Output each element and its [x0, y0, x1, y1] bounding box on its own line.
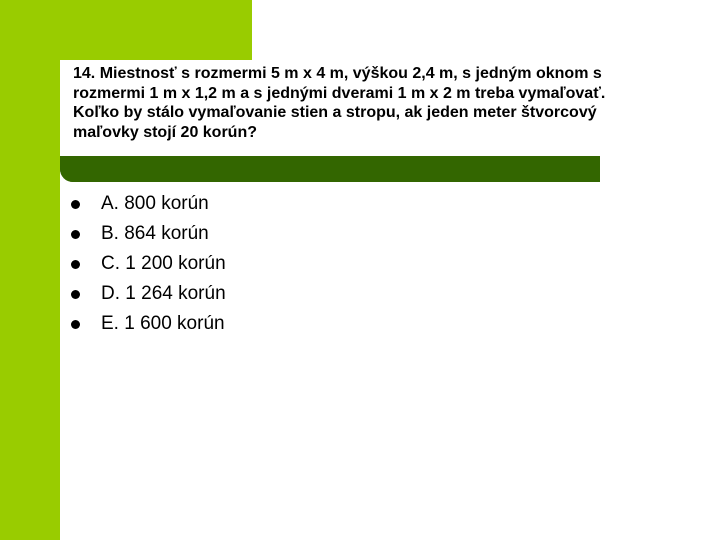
- answer-option-c: [71, 251, 226, 281]
- accent-bar-left: [0, 0, 60, 540]
- answer-option-e: [71, 311, 226, 341]
- answer-option-label: E. 1 600 korún: [101, 313, 225, 334]
- answer-option-label: D. 1 264 korún: [101, 283, 226, 304]
- bullet-icon: [71, 260, 80, 269]
- bullet-icon: [71, 320, 80, 329]
- answer-option-d: [71, 281, 226, 311]
- answer-option-a: [71, 191, 226, 221]
- answer-option-label: A. 800 korún: [101, 193, 209, 214]
- answer-option-label: C. 1 200 korún: [101, 253, 226, 274]
- title-divider-cap: [60, 156, 86, 182]
- accent-block-top: [60, 0, 252, 60]
- answer-option-label: B. 864 korún: [101, 223, 209, 244]
- answer-options-list: [71, 191, 226, 341]
- title-divider: [60, 156, 600, 182]
- bullet-icon: [71, 230, 80, 239]
- bullet-icon: [71, 200, 80, 209]
- bullet-icon: [71, 290, 80, 299]
- question-title: 14. Miestnosť s rozmermi 5 m x 4 m, výškou 2,4 m, s jedným oknom s rozmermi 1 m x 1,2 m a s jednými dverami 1 m x 2 m treba vymaľovať. Koľko by stálo vymaľovanie stien a stropu, ak jeden meter štvorcový maľovky stojí 20 korún?: [73, 65, 606, 141]
- answer-option-b: [71, 221, 226, 251]
